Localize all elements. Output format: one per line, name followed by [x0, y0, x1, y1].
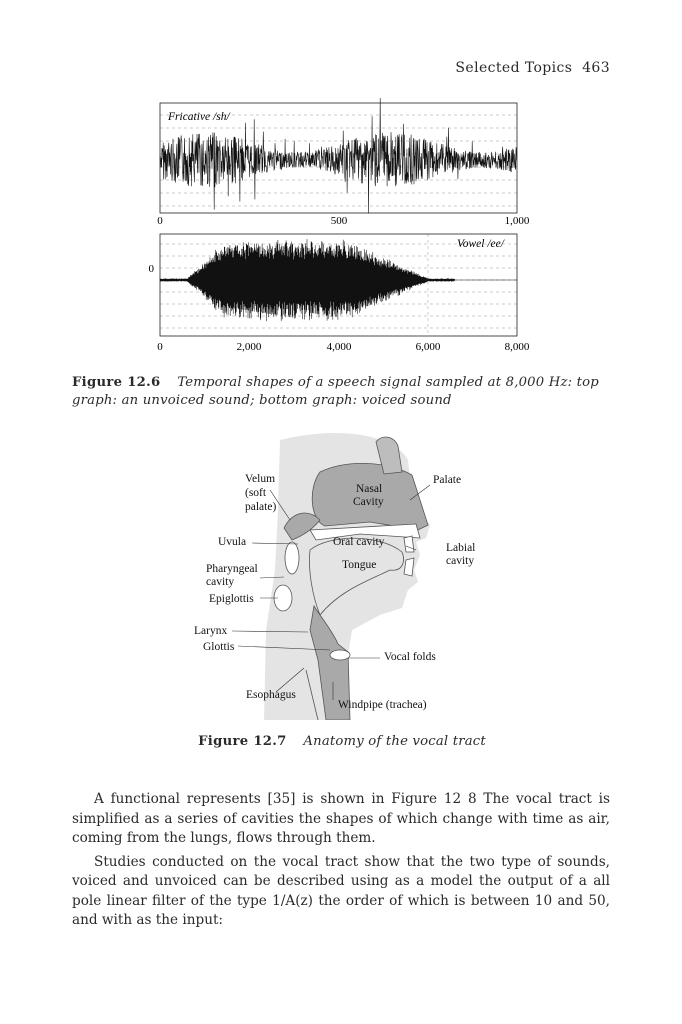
- label-tongue: Tongue: [342, 559, 377, 571]
- figure-label: Figure 12.6: [72, 375, 161, 390]
- label-esophagus: Esophagus: [246, 689, 296, 701]
- x-tick-label: 4,000: [326, 341, 352, 353]
- label-pharyngeal: cavity: [206, 576, 235, 588]
- x-tick-label: 1,000: [504, 215, 530, 227]
- paragraph: A functional represents [35] is shown in Figure 12 8 The vocal tract is simplified as a series of cavities the shapes of which change with time as air, coming from the lungs, flows through them.: [72, 791, 610, 846]
- page-number: 463: [582, 60, 610, 76]
- label-velum: palate): [245, 501, 277, 513]
- label-nasal: Cavity: [353, 496, 384, 508]
- label-labial: Labial: [446, 542, 476, 554]
- x-tick-label: 8,000: [504, 341, 530, 353]
- label-oral-cavity: Oral cavity: [333, 536, 385, 548]
- vowel-chart: [140, 226, 540, 362]
- figure-label: Figure 12.7: [198, 734, 287, 749]
- vocal-tract-figure: [180, 430, 480, 720]
- label-labial: cavity: [446, 555, 475, 567]
- vocal-fold-shape: [330, 650, 350, 660]
- label-velum: Velum: [245, 473, 276, 485]
- fricative-chart: [140, 95, 540, 231]
- label-nasal: Nasal: [356, 483, 383, 495]
- running-header: [455, 60, 610, 76]
- paragraph: Studies conducted on the vocal tract show that the two type of sounds, voiced and unvoiced can be described using as a model the output of a all pole linear filter of the type 1/A(z) the order of which is between 10 and 50, and with as the input:: [72, 853, 610, 928]
- label-palate: Palate: [433, 474, 462, 486]
- y-tick-label: 0: [148, 263, 154, 275]
- body-text: [72, 790, 610, 935]
- pharynx-shape: [285, 542, 299, 574]
- figure-12-6-caption: [72, 374, 612, 410]
- x-tick-label: 2,000: [236, 341, 262, 353]
- figure-caption-text: Temporal shapes of a speech signal sampled at 8,000 Hz: top graph: an unvoiced sound; bottom graph: voiced sound: [72, 375, 599, 408]
- fricative-label: Fricative /sh/: [168, 111, 230, 123]
- vowel-waveform: [160, 239, 517, 321]
- running-title: Selected Topics: [455, 60, 573, 76]
- x-tick-label: 0: [157, 215, 163, 227]
- label-glottis: Glottis: [203, 641, 235, 653]
- figure-12-7-caption: [72, 734, 612, 749]
- label-vocal-folds: Vocal folds: [384, 651, 436, 663]
- label-velum: (soft: [245, 487, 267, 499]
- vowel-chart-svg: [140, 226, 540, 362]
- label-pharyngeal: Pharyngeal: [206, 563, 258, 575]
- figure-caption-text: Anatomy of the vocal tract: [303, 734, 486, 749]
- vocal-tract-svg: [180, 430, 480, 720]
- fricative-chart-svg: [140, 95, 540, 231]
- label-epiglottis: Epiglottis: [209, 593, 254, 605]
- label-larynx: Larynx: [194, 625, 228, 637]
- x-tick-label: 6,000: [415, 341, 441, 353]
- label-windpipe: Windpipe (trachea): [338, 699, 427, 711]
- label-uvula: Uvula: [218, 536, 247, 548]
- vowel-label: Vowel /ee/: [457, 238, 504, 250]
- x-tick-label: 0: [157, 341, 163, 353]
- x-tick-label: 500: [330, 215, 348, 227]
